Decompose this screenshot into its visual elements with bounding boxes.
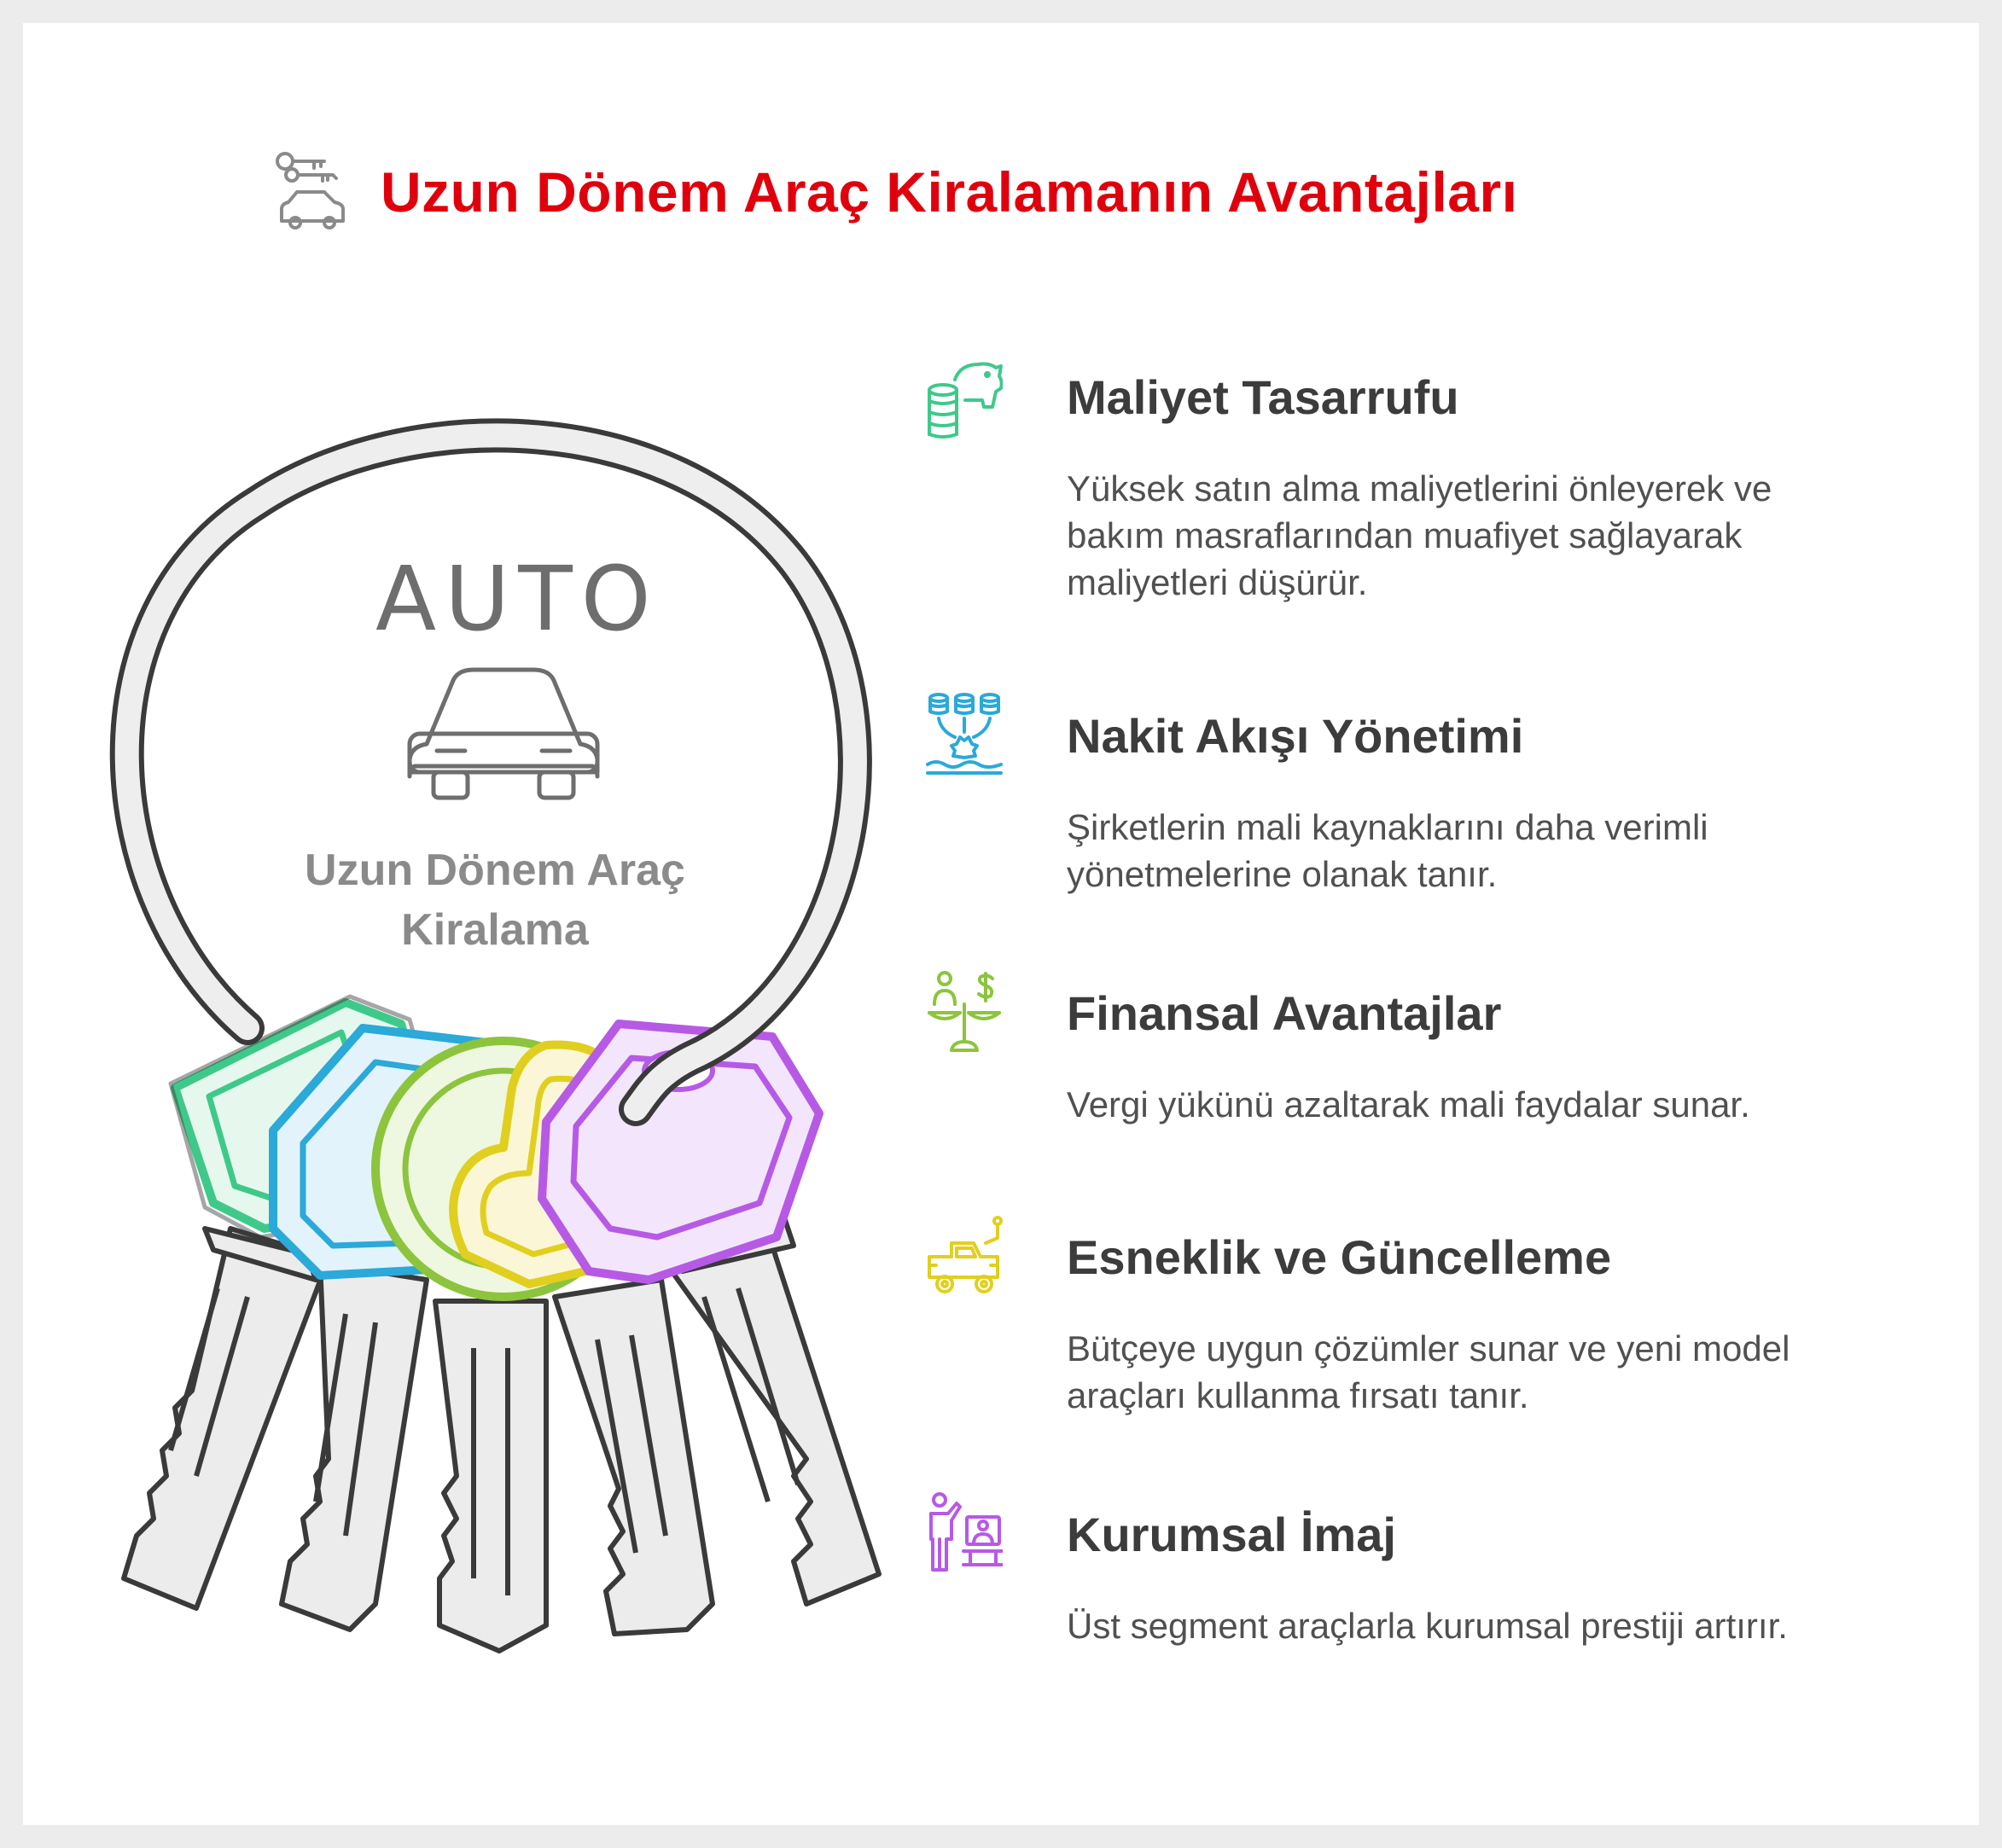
benefit-description: Üst segment araçlarla kurumsal prestiji artırır. [1067,1606,1788,1646]
presenter-icon [926,1491,1003,1577]
hub-label: Uzun Dönem Araç Kiralama [305,846,685,955]
benefit-description: Şirketlerin mali kaynaklarını daha verimli yönetmelerine olanak tanır. [1067,807,1708,894]
benefit-heading: Maliyet Tasarrufu [1067,370,1459,424]
key-3 [435,1301,546,1651]
page-title: Uzun Dönem Araç Kiralamanın Avantajları [381,160,1518,224]
balance-scale-icon [926,970,1003,1055]
benefit-description: Bütçeye uygun çözümler sunar ve yeni model araçları kullanma fırsatı tanır. [1067,1328,1790,1415]
piggy-bank-coins-icon [926,354,1003,439]
truck-upgrade-icon [926,1214,1003,1299]
benefit-heading: Esneklik ve Güncelleme [1067,1230,1612,1284]
benefit-heading: Nakit Akışı Yönetimi [1067,709,1524,763]
benefit-heading: Kurumsal İmaj [1067,1508,1396,1561]
benefit-heading: Finansal Avantajlar [1067,986,1502,1040]
car-front-icon [410,670,597,798]
key-4 [555,1280,713,1634]
benefit-description: Yüksek satın alma maliyetlerini önleyerek ve bakım masraflarından muafiyet sağlayarak maliyetleri düşürür. [1067,468,1772,602]
benefit-description: Vergi yükünü azaltarak mali faydalar sunar. [1067,1084,1750,1124]
hub-badge-text: AUTO [375,547,660,651]
cash-flow-icon [926,693,1003,778]
